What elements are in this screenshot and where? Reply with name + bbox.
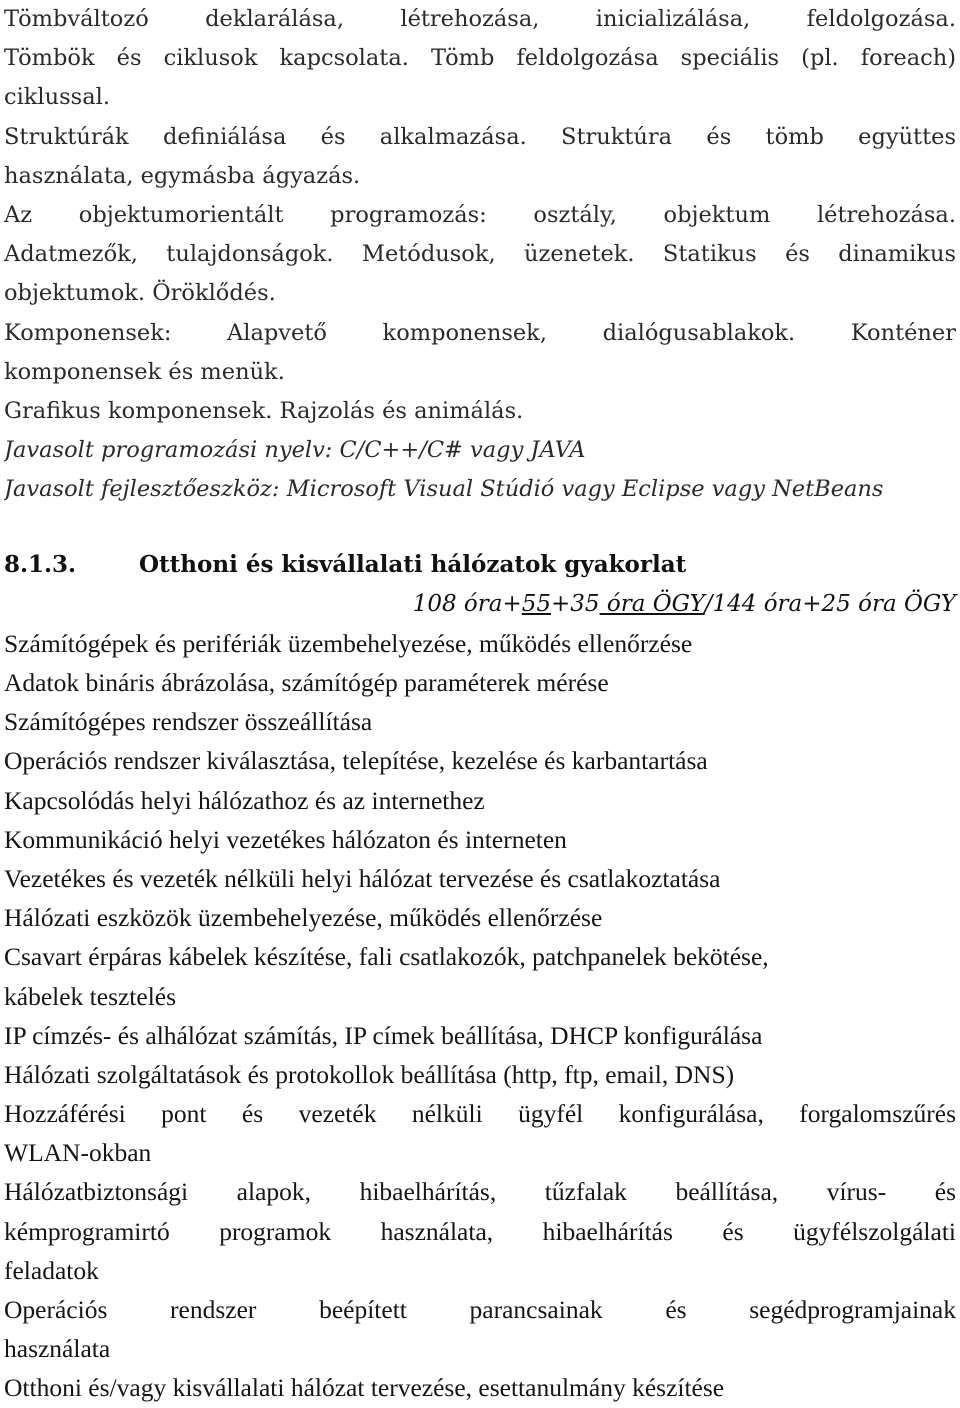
practice-line: Hálózati eszközök üzembehelyezése, működés ellenőrzése [4, 903, 603, 933]
topic-line: objektumok. Öröklődés. [4, 280, 276, 307]
practice-line: Hozzáférési pont és vezeték nélküli ügyfél konfigurálása, forgalomszűrés [4, 1099, 956, 1129]
practice-topics [4, 624, 956, 1408]
practice-line: Hálózatbiztonsági alapok, hibaelhárítás, tűzfalak beállítása, vírus- és [4, 1177, 956, 1207]
hours-part: /144 óra+25 óra ÖGY [704, 590, 956, 617]
topic-line: Adatmezők, tulajdonságok. Metódusok, üzenetek. Statikus és dinamikus [4, 241, 956, 268]
section-heading [4, 545, 956, 584]
hours-part: 108 óra+ [412, 590, 522, 617]
topic-line: komponensek és menük. [4, 358, 285, 385]
practice-line: Operációs rendszer beépített parancsainak és segédprogramjainak [4, 1295, 956, 1324]
hours-part: óra ÖGY [599, 590, 705, 617]
practice-line: Számítógépes rendszer összeállítása [4, 707, 373, 737]
practice-line: IP címzés- és alhálózat számítás, IP címek beállítása, DHCP konfigurálása [4, 1020, 763, 1050]
topic-line: Grafikus komponensek. Rajzolás és animálás. [4, 397, 524, 424]
practice-line: Otthoni és/vagy kisvállalati hálózat tervezése, esettanulmány készítése [4, 1373, 725, 1403]
practice-line: Csavart érpáras kábelek készítése, fali csatlakozók, patchpanelek bekötése, [4, 942, 769, 972]
practice-line: Adatok bináris ábrázolása, számítógép paraméterek mérése [4, 668, 609, 697]
topic-line: használata, egymásba ágyazás. [4, 162, 361, 189]
practice-line: feladatok [4, 1255, 99, 1285]
practice-line: használata [4, 1334, 111, 1364]
topic-line: Struktúrák definiálása és alkalmazása. Struktúra és tömb együttes [4, 123, 956, 150]
document-page [4, 0, 956, 1408]
topic-line: Tömbök és ciklusok kapcsolata. Tömb feldolgozása speciális (pl. foreach) [4, 45, 956, 72]
practice-line: Kapcsolódás helyi hálózathoz és az internethez [4, 785, 485, 815]
section-title: Otthoni és kisvállalati hálózatok gyakorlat [139, 551, 687, 579]
hours-part: +35 [551, 590, 600, 617]
curriculum-topics [4, 0, 956, 509]
topic-line: Az objektumorientált programozás: osztály, objektum létrehozása. [4, 201, 956, 228]
practice-line: kémprogramirtó programok használata, hibaelhárítás és ügyfélszolgálati [4, 1216, 956, 1246]
hours-part: 55 [521, 590, 552, 617]
practice-line: Hálózati szolgáltatások és protokollok beállítása (http, ftp, email, DNS) [4, 1059, 735, 1089]
practice-line: Számítógépek és perifériák üzembehelyezése, működés ellenőrzése [4, 628, 693, 658]
section-hours [4, 585, 956, 624]
recommended-tools: Javasolt fejlesztőeszköz: Microsoft Visual Stúdió vagy Eclipse vagy NetBeans [4, 476, 884, 503]
topic-line: ciklussal. [4, 84, 110, 111]
section-number: 8.1.3. [4, 551, 77, 579]
practice-line: Operációs rendszer kiválasztása, telepítése, kezelése és karbantartása [4, 746, 708, 776]
topic-line: Komponensek: Alapvető komponensek, dialógusablakok. Konténer [4, 319, 956, 346]
section-gap [4, 509, 956, 545]
recommended-language: Javasolt programozási nyelv: C/C++/C# vagy JAVA [4, 437, 586, 464]
practice-line: kábelek tesztelés [4, 981, 177, 1011]
practice-line: Vezetékes és vezeték nélküli helyi hálózat tervezése és csatlakoztatása [4, 863, 721, 893]
practice-line: WLAN-okban [4, 1138, 152, 1168]
topic-line: Tömbváltozó deklarálása, létrehozása, inicializálása, feldolgozása. [4, 6, 956, 32]
practice-line: Kommunikáció helyi vezetékes hálózaton és interneten [4, 824, 567, 854]
